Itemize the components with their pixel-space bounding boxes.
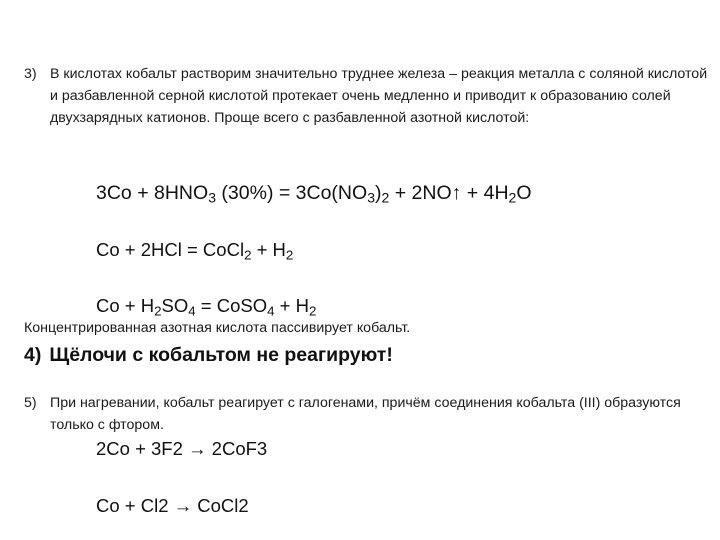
item-4-number: 4): [24, 344, 42, 366]
equation-3-part: + H: [274, 295, 309, 316]
equation-3-subscript: 2: [154, 303, 162, 319]
item-5-text: При нагревании, кобальт реагирует с галогенами, причём соединения кобальта (III) образуются только с фтором.: [50, 395, 681, 433]
item-5-paragraph: [24, 392, 714, 436]
equation-3-subscript: 2: [308, 303, 317, 319]
equation-2-subscript: 2: [244, 247, 252, 263]
equation-1-part: + 2NO↑ + 4H: [389, 182, 509, 204]
equation-3-subscript: 4: [267, 303, 275, 319]
equation-cobalt-nitric-acid: [96, 181, 532, 205]
equation-cobalt-chlorine: Co + Cl2 → CoCl2: [96, 495, 249, 516]
item-4-text: Щёлочи с кобальтом не реагируют!: [49, 344, 393, 366]
item-3-number: 3): [24, 66, 37, 82]
item-5-number: 5): [24, 395, 37, 411]
equation-3-part: Co + H: [96, 295, 155, 316]
equation-1-part: O: [516, 182, 532, 204]
equation-1-subscript: 2: [508, 189, 517, 206]
equation-2-part: Co + 2HCl = CoCl: [96, 239, 245, 260]
item-3-paragraph: [24, 63, 714, 129]
equation-1-part: ): [375, 182, 382, 204]
equation-3-part: = CoSO: [195, 295, 268, 316]
equation-2-subscript: 2: [285, 247, 294, 263]
equation-1-part: 3Co + 8HNO: [96, 182, 209, 204]
passivation-note: Концентрированная азотная кислота пассивирует кобальт.: [24, 320, 411, 336]
equation-1-subscript: 2: [381, 189, 390, 206]
equation-cobalt-hydrochloric-acid: [96, 238, 293, 262]
item-3-text: В кислотах кобальт растворим значительно труднее железа – реакция металла с соляной кислотой и разбавленной серной кислотой протекает очень медленно и приводит к образованию солей двухзарядных катионов. Проще всего с разбавленной азотной кислотой:: [50, 66, 708, 126]
equation-cobalt-fluorine: 2Co + 3F2 → 2CoF3: [96, 438, 268, 459]
equation-2-part: + H: [251, 239, 286, 260]
equation-3-part: SO: [161, 295, 189, 316]
equation-3-subscript: 4: [188, 303, 196, 319]
item-4-heading: [24, 342, 393, 368]
equation-1-subscript: 3: [367, 189, 375, 206]
equation-1-subscript: 3: [208, 189, 216, 206]
equation-1-part: (30%) = 3Co(NO: [216, 182, 368, 204]
equation-cobalt-sulfuric-acid: [96, 294, 316, 318]
